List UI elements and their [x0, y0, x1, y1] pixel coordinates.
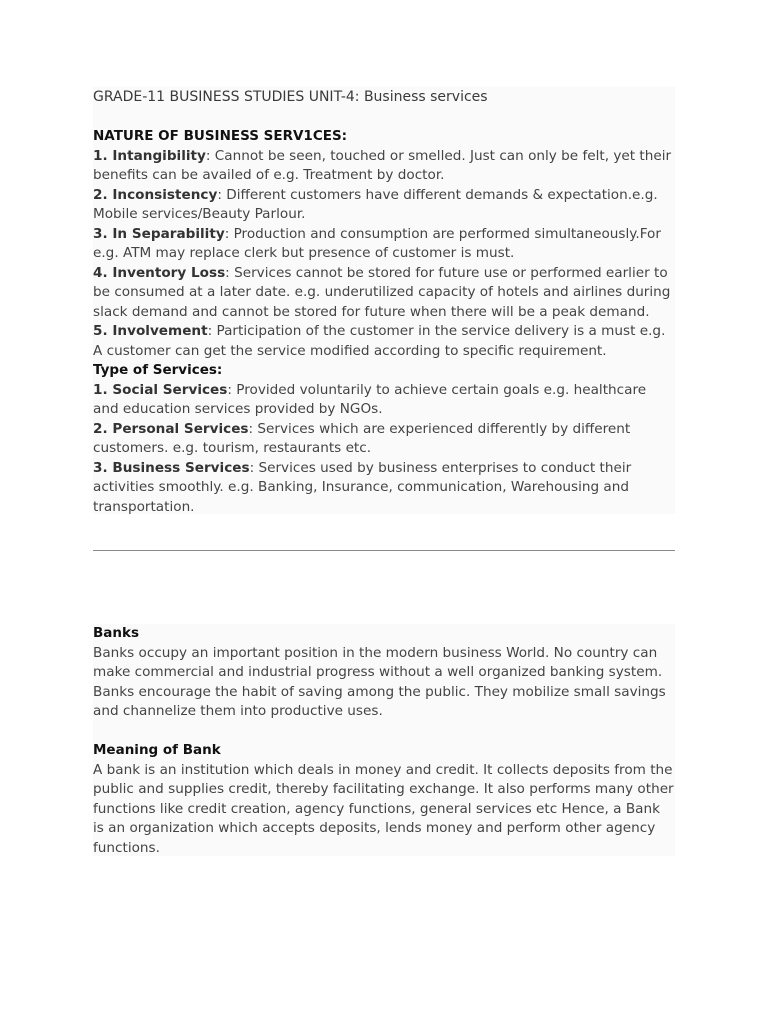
types-heading: Type of Services:	[93, 362, 223, 378]
nature-item-label: 4. Inventory Loss	[93, 264, 226, 281]
nature-heading: NATURE OF BUSINESS SERV1CES:	[93, 128, 348, 144]
type-item	[93, 381, 675, 420]
nature-item-label: 3. In Separability	[93, 225, 225, 242]
nature-item-text: : Services cannot be stored for future use or performed earlier to be consumed at a later date. e.g. underutilized capacity of hotels and airlines during slack demand and cannot be stored for future when there will be a peak demand.	[93, 264, 671, 320]
spacer	[93, 108, 675, 128]
horizontal-divider	[93, 550, 675, 551]
spacer	[93, 722, 675, 742]
banks-paragraph: Banks occupy an important position in the modern business World. No country can make commercial and industrial progress without a well organized banking system. Banks encourage the habit of saving among the public. They mobilize small savings and channelize them into productive uses.	[93, 644, 666, 719]
nature-item	[93, 322, 675, 361]
nature-item	[93, 147, 675, 186]
nature-item	[93, 186, 675, 225]
type-item-label: 3. Business Services	[93, 459, 250, 476]
banks-section	[93, 624, 675, 856]
nature-item	[93, 264, 675, 323]
nature-item-text: : Different customers have different demands & expectation.e.g. Mobile services/Beauty Parlour.	[93, 186, 658, 222]
type-item	[93, 420, 675, 459]
nature-item-label: 1. Intangibility	[93, 147, 206, 164]
nature-item-label: 2. Inconsistency	[93, 186, 218, 203]
type-item	[93, 459, 675, 518]
type-item-label: 2. Personal Services	[93, 420, 249, 437]
meaning-paragraph: A bank is an institution which deals in money and credit. It collects deposits from the public and supplies credit, thereby facilitating exchange. It also performs many other functions like credit creation, agency functions, general services etc Hence, a Bank is an organization which accepts deposits, lends money and perform other agency functions.	[93, 761, 674, 856]
meaning-heading: Meaning of Bank	[93, 742, 221, 758]
type-item-label: 1. Social Services	[93, 381, 228, 398]
business-services-section	[93, 87, 675, 514]
document-title: GRADE-11 BUSINESS STUDIES UNIT-4: Business services	[93, 89, 488, 105]
type-item-text: : Services which are experienced differently by different customers. e.g. tourism, restaurants etc.	[93, 420, 631, 456]
nature-item	[93, 225, 675, 264]
nature-item-text: : Cannot be seen, touched or smelled. Just can only be felt, yet their benefits can be availed of e.g. Treatment by doctor.	[93, 147, 672, 183]
banks-heading: Banks	[93, 625, 140, 641]
type-item-text: : Provided voluntarily to achieve certain goals e.g. healthcare and education services provided by NGOs.	[93, 381, 647, 417]
nature-item-label: 5. Involvement	[93, 323, 208, 339]
nature-item-text: : Production and consumption are performed simultaneously.For e.g. ATM may replace clerk but presence of customer is must.	[93, 225, 661, 261]
type-item-text: : Services used by business enterprises to conduct their activities smoothly. e.g. Banking, Insurance, communication, Warehousing and transportation.	[93, 459, 632, 515]
nature-item-text: : Participation of the customer in the service delivery is a must e.g. A customer can get the service modified according to specific requirement.	[93, 323, 666, 359]
